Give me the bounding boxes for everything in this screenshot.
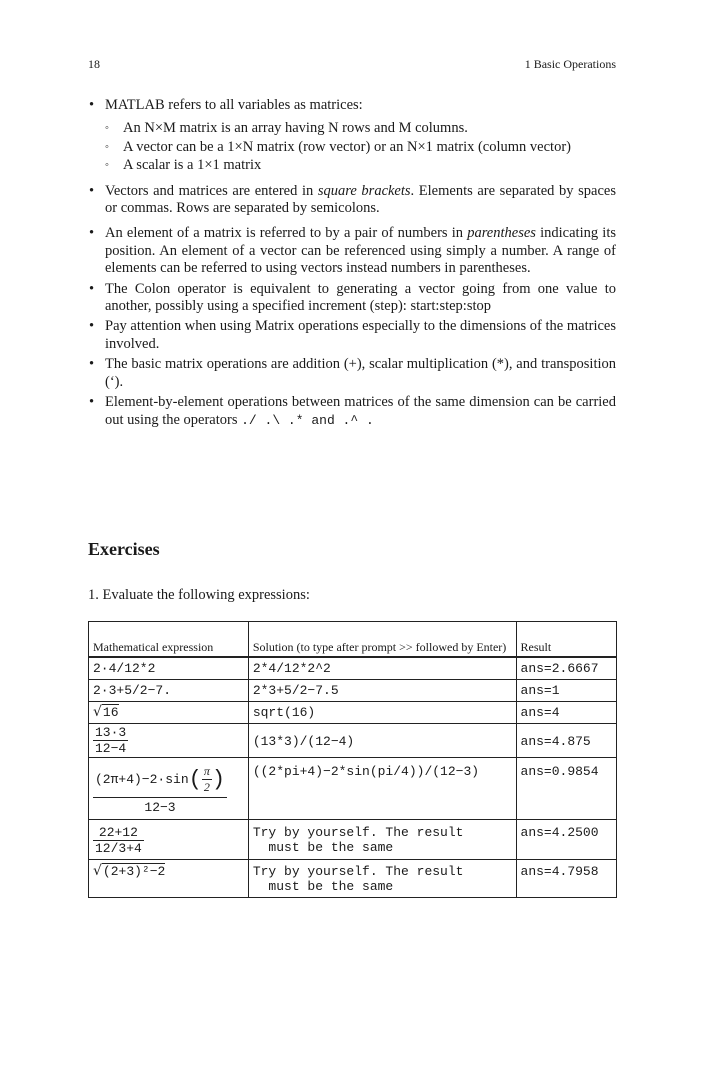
fraction: $\frac{13\cdot 3}{12-4}$ xyxy=(95,725,127,756)
table-row xyxy=(89,860,617,898)
solution-cell: 2*3+5/2−7.5 xyxy=(248,680,516,702)
list-item: • The Colon operator is equivalent to generating a vector going from one value to another, possibly using a specified increment (step): start:step:stop xyxy=(88,281,616,316)
column-header: Solution (to type after prompt >> followed by Enter) xyxy=(248,622,516,658)
sqrt-symbol: √ xyxy=(93,704,102,720)
column-header: Mathematical expression xyxy=(89,622,249,658)
expression-cell: 2·3+5/2−7. xyxy=(89,680,249,702)
solution-cell: sqrt(16) xyxy=(248,702,516,724)
expression-cell: 2·4/12*2 xyxy=(89,657,249,680)
expression-cell xyxy=(89,724,249,758)
sub-list xyxy=(105,120,616,174)
table-row xyxy=(89,758,617,820)
result-cell: ans=4 xyxy=(516,702,616,724)
table-row xyxy=(89,820,617,860)
table-row xyxy=(89,724,617,758)
result-cell: ans=4.2500 xyxy=(516,820,616,860)
list-item: • Vectors and matrices are entered in square brackets. Elements are separated by spaces or commas. Rows are separated by semicolons. xyxy=(88,183,616,218)
table-row xyxy=(89,657,617,680)
result-cell: ans=4.875 xyxy=(516,724,616,758)
fraction: $\frac{22+12}{12/3+4}$ xyxy=(95,825,142,856)
list-item: • The basic matrix operations are addition (+), scalar multiplication (*), and transposition (‘). xyxy=(88,356,616,391)
expression-cell: √16 xyxy=(89,702,249,724)
sub-list-item: ◦ A vector can be a 1×N matrix (row vector) or an N×1 matrix (column vector) xyxy=(105,139,616,156)
result-cell: ans=4.7958 xyxy=(516,860,616,898)
operators-code: ./ .\ .* and .^ . xyxy=(241,412,374,428)
expressions-table xyxy=(88,621,617,898)
solution-cell: Try by yourself. The result must be the same xyxy=(248,860,516,898)
expression-cell xyxy=(89,758,249,820)
expression-cell: √(2+3)²−2 xyxy=(89,860,249,898)
exercise-item: 1. Evaluate the following expressions: xyxy=(88,587,310,603)
list-item: • Pay attention when using Matrix operations especially to the dimensions of the matrices involved. xyxy=(88,318,616,353)
chapter-title: 1 Basic Operations xyxy=(524,57,616,71)
table-header-row xyxy=(89,622,617,658)
solution-cell: Try by yourself. The result must be the same xyxy=(248,820,516,860)
expression-cell xyxy=(89,820,249,860)
list-item: • Element-by-element operations between matrices of the same dimension can be carried out using the operators ./ .\ .* and .^ . xyxy=(88,394,616,429)
solution-cell: (13*3)/(12−4) xyxy=(248,724,516,758)
list-item: • MATLAB refers to all variables as matrices: ◦ An N×M matrix is an array having N rows and M columns. ◦ A vector can be a 1×N matrix (row vector) or an N×1 matrix (column vector) ◦ A scalar is a 1×1 matrix xyxy=(88,97,616,175)
table-row xyxy=(89,702,617,724)
solution-cell: 2*4/12*2^2 xyxy=(248,657,516,680)
solution-cell: ((2*pi+4)−2*sin(pi/4))/(12−3) xyxy=(248,758,516,820)
table-row xyxy=(89,680,617,702)
page-number: 18 xyxy=(88,57,100,71)
sub-list-item: ◦ An N×M matrix is an array having N rows and M columns. xyxy=(105,120,616,137)
result-cell: ans=1 xyxy=(516,680,616,702)
column-header: Result xyxy=(516,622,616,658)
summary-list xyxy=(88,97,616,432)
result-cell: ans=2.6667 xyxy=(516,657,616,680)
sub-list-item: ◦ A scalar is a 1×1 matrix xyxy=(105,157,616,174)
fraction: (2π+4)−2·sin( $\frac{\pi}{2}$ ) 12−3 xyxy=(95,764,226,815)
sqrt-symbol: √ xyxy=(93,863,102,879)
section-title: Exercises xyxy=(88,539,160,559)
result-cell: ans=0.9854 xyxy=(516,758,616,820)
list-item: • An element of a matrix is referred to by a pair of numbers in parentheses indicating its position. An element of a vector can be referenced using simply a number. A range of elements can be referred to using vectors instead numbers in parentheses. xyxy=(88,225,616,277)
